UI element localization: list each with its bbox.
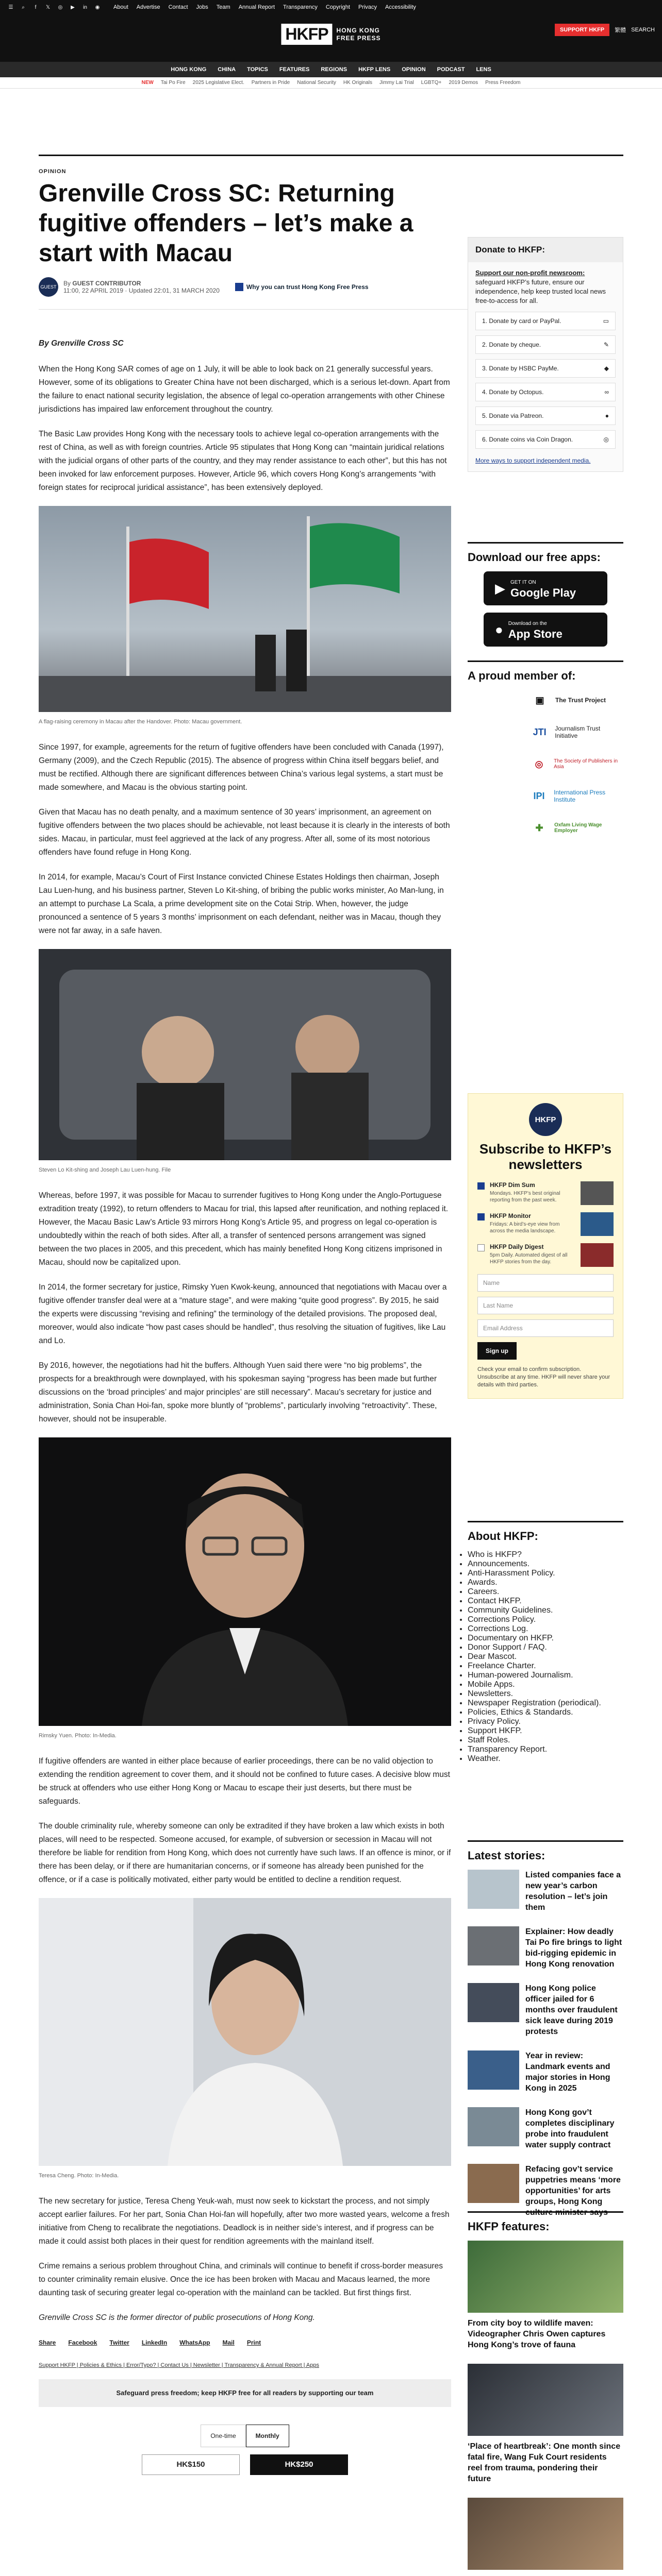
about-link[interactable]: • Awards.: [468, 1578, 623, 1587]
menu-icon[interactable]: ☰: [8, 4, 13, 10]
about-link[interactable]: • Corrections Log.: [468, 1624, 623, 1634]
author-avatar: GUEST: [39, 277, 58, 297]
nav-item[interactable]: HONG KONG: [171, 66, 207, 73]
site-header: [0, 14, 662, 62]
story-title: Explainer: How deadly Tai Po fire brings to light bid-rigging epidemic in Hong Kong renovation: [525, 1927, 622, 1969]
story-title: Refacing gov’t service puppetries means ‘more opportunities’ for arts groups, Hong Kong culture minister says: [525, 2165, 621, 2217]
photo-caption: Steven Lo Kit-shing and Joseph Lau Luen-hung. File: [39, 1167, 171, 1173]
about-title: About HKFP:: [468, 1521, 623, 1543]
about-link[interactable]: • Donor Support / FAQ.: [468, 1643, 623, 1652]
topic-link[interactable]: Press Freedom: [485, 80, 521, 86]
member-name: Oxfam Living Wage Employer: [554, 822, 602, 834]
google-play-text: [510, 577, 576, 600]
photo-rimsky-yuen: [39, 1437, 451, 1726]
donate-option[interactable]: [475, 383, 616, 401]
logo-text: [337, 27, 381, 42]
sopa-icon: ◎: [535, 758, 543, 769]
updated-date: Updated 22:01, 31 MARCH 2020: [128, 287, 220, 294]
nav-item[interactable]: REGIONS: [321, 66, 347, 73]
member-logo[interactable]: [529, 818, 623, 838]
about-link[interactable]: • Mobile Apps.: [468, 1680, 623, 1689]
apps-box: [468, 542, 623, 654]
newsletter-note: Check your email to confirm subscription. Unsubscribe at any time. HKFP will never share your details with third parties.: [477, 1366, 610, 1388]
latest-title: Latest stories:: [468, 1840, 623, 1862]
newsletter-desc: 5pm Daily. Automated digest of all HKFP stories from the day.: [490, 1252, 568, 1265]
photo-caption: Rimsky Yuen. Photo: In-Media.: [39, 1733, 117, 1739]
photo-teresa-cheng: [39, 1898, 451, 2166]
about-link[interactable]: • Privacy Policy.: [468, 1717, 623, 1726]
about-link[interactable]: • Announcements.: [468, 1560, 623, 1569]
story-thumbnail: [468, 1926, 519, 1965]
instagram-icon[interactable]: ◎: [58, 4, 63, 10]
story-thumbnail: [468, 2107, 519, 2146]
ipi-icon: IPI: [533, 790, 545, 801]
donate-option-label: 5. Donate via Patreon.: [482, 412, 544, 419]
byline-text: By GUEST CONTRIBUTOR 11:00, 22 APRIL 2019 · Updated 22:01, 31 MARCH 2020: [63, 280, 220, 294]
paragraph: By 2016, however, the negotiations had hit the buffers. Although Yuen said there were “no big problems”, the prospects for a breakthrough were downplayed, with his spokesman saying “progress has been made but further discussions on the ‘broad principles’ and major principles’ are still necessary”. Macau’s secretary for justice and administration, Sonia Chan Hoi-fan, spoke more bluntly of “problems”, particularly involving “retroactivity”. These, however, should not be insuperable.: [39, 1361, 437, 1423]
photo-flag-ceremony: [39, 506, 451, 712]
donate-intro-link[interactable]: Support our non-profit newsroom:: [475, 269, 585, 277]
story-thumbnail: [468, 2050, 519, 2090]
paragraph: Whereas, before 1997, it was possible for Macau to surrender fugitives to Hong Kong under the Anglo-Portuguese extradition treaty (1992), to return offenders to Macau for trial, this lapsed after reunification, and nothing replaced it. However, the Macau Basic Law’s Article 93 mirrors Hong Kong’s Article 95, and progress on legal co-operation is undoubtedly within the reach of both sides. After all, a transfer of sentenced persons arrangement was signed between the two places in 2005, and this precedent, which has mainly benefited Hong Kong citizens imprisoned in Macau, should now be capitalized upon.: [39, 1191, 449, 1267]
play-icon: ▶: [495, 580, 505, 596]
paragraph: Crime remains a serious problem throughout China, and criminals will continue to benefit if cross-border measures to counter criminality remain elusive. Once the ice has been broken with Macau and Macaus learned, the more daunting task of securing greater legal co-operation with the mainland can be tackled. But first things first.: [39, 2262, 443, 2297]
topbar-link[interactable]: Copyright: [325, 4, 350, 10]
byline: [39, 277, 369, 297]
share-twitter[interactable]: Twitter: [109, 2339, 129, 2346]
patreon-icon: ●: [605, 412, 609, 419]
about-link[interactable]: • Staff Roles.: [468, 1736, 623, 1745]
google-play-big: Google Play: [510, 586, 576, 599]
search-link[interactable]: SEARCH: [631, 27, 655, 33]
photo-lo-lau: [39, 949, 451, 1160]
trust-project-icon: ▣: [535, 694, 544, 705]
story-thumbnail: [468, 2164, 519, 2203]
about-link[interactable]: • Transparency Report.: [468, 1745, 623, 1754]
article-title: Grenville Cross SC: Returning fugitive offenders – let’s make a start with Macau: [39, 180, 413, 267]
checkbox-unchecked[interactable]: [477, 1244, 485, 1251]
tab-one-time[interactable]: One-time: [201, 2425, 245, 2447]
topbar-link[interactable]: Team: [216, 4, 230, 10]
about-link[interactable]: • Community Guidelines.: [468, 1606, 623, 1615]
share-mail[interactable]: Mail: [222, 2339, 235, 2346]
newsletter-box: [468, 1093, 623, 1399]
share-bar: [39, 2336, 451, 2349]
feature-item[interactable]: [468, 2241, 623, 2350]
newsletter-option-text: [490, 1243, 575, 1267]
member-logo[interactable]: [529, 690, 623, 710]
members-title: A proud member of:: [468, 660, 623, 683]
feature-thumbnail: [468, 2498, 623, 2570]
share-whatsapp[interactable]: WhatsApp: [179, 2339, 210, 2346]
portrait-illustration: [39, 1898, 451, 2166]
facebook-icon[interactable]: f: [35, 4, 37, 10]
donation-amounts: [39, 2454, 451, 2475]
article-kicker[interactable]: OPINION: [39, 168, 67, 175]
nav-item[interactable]: CHINA: [218, 66, 236, 73]
story-item[interactable]: [468, 1870, 623, 1913]
newsletter-option[interactable]: [477, 1243, 614, 1267]
utility-bar: [0, 0, 662, 14]
about-link[interactable]: • Contact HKFP.: [468, 1597, 623, 1606]
donate-option[interactable]: [475, 430, 616, 449]
photo-caption: A flag-raising ceremony in Macau after the Handover. Photo: Macau government.: [39, 719, 242, 725]
published-date: 11:00, 22 APRIL 2019: [63, 287, 124, 294]
about-link[interactable]: • Support HKFP.: [468, 1726, 623, 1736]
about-link[interactable]: • Policies, Ethics & Standards.: [468, 1708, 623, 1717]
donation-frequency-tabs: [39, 2425, 451, 2447]
newsletter-thumbnail: [581, 1212, 614, 1236]
features-title: HKFP features:: [468, 2211, 623, 2233]
newsletter-option[interactable]: [477, 1181, 614, 1205]
nav-item[interactable]: PODCAST: [437, 66, 465, 73]
article-body: [39, 326, 451, 2475]
new-label: NEW: [141, 80, 154, 86]
about-link[interactable]: • Newsletters.: [468, 1689, 623, 1699]
author-name[interactable]: GUEST CONTRIBUTOR: [72, 280, 141, 287]
newsletter-title: Subscribe to HKFP’s newsletters: [479, 1141, 612, 1172]
story-item[interactable]: [468, 2164, 623, 2218]
topbar-link[interactable]: Accessibility: [385, 4, 416, 10]
features-box: [468, 2211, 623, 2576]
donate-intro-text: safeguard HKFP’s future, ensure our independence, help keep trusted local news free-to-access for all.: [475, 278, 606, 304]
donate-option-label: 2. Donate by cheque.: [482, 341, 541, 348]
payme-icon: ◆: [604, 365, 609, 372]
share-label: Share: [39, 2339, 56, 2346]
donate-option[interactable]: [475, 359, 616, 378]
about-box: [468, 1521, 623, 1764]
topic-link[interactable]: 2019 Demos: [449, 80, 478, 86]
newsletter-option-text: [490, 1212, 575, 1236]
topbar-link[interactable]: Advertise: [136, 4, 160, 10]
newsletter-name: HKFP Daily Digest: [490, 1243, 544, 1250]
email-field[interactable]: Email Address: [477, 1319, 614, 1337]
tab-monthly[interactable]: Monthly: [246, 2425, 289, 2447]
signup-button[interactable]: Sign up: [477, 1342, 517, 1360]
story-item[interactable]: [468, 1926, 623, 1970]
feature-thumbnail: [468, 2364, 623, 2436]
about-link[interactable]: • Freelance Charter.: [468, 1662, 623, 1671]
paragraph: The new secretary for justice, Teresa Cheng Yeuk-wah, must now seek to kickstart the process, and not simply accept earlier failures. For her part, Sonia Chan Hoi-fan will hopefully, after two more wasted years, welcome a fresh initiative from Cheng to recalibrate the negotiations. Deadlock is in neither side’s interest, and if progress can be made it could assist both places in their quest for rendition agreements with the mainland itself.: [39, 2197, 450, 2246]
paragraph: Since 1997, for example, agreements for the return of fugitive offenders have been concluded with Canada (1997), Germany (2009), and the Czech Republic (2015). The absence of progress within China itself beggars belief, and must be rectified. Although there are significant differences between China’s various legal systems, a start must be made somewhere, and Macau is the obvious starting point.: [39, 743, 444, 792]
member-name: International Press Institute: [554, 789, 606, 803]
google-play-small: GET IT ON: [510, 580, 536, 585]
linkedin-icon[interactable]: in: [83, 4, 87, 10]
about-links: [468, 1550, 623, 1764]
car-passengers-illustration: [39, 949, 451, 1160]
story-title: Year in review: Landmark events and major stories in Hong Kong in 2025: [525, 2052, 610, 2093]
topic-bar: [0, 77, 662, 89]
google-play-badge[interactable]: [484, 571, 607, 605]
topic-link[interactable]: LGBTQ+: [421, 80, 442, 86]
topic-link[interactable]: HK Originals: [343, 80, 372, 86]
author-note: Grenville Cross SC is the former director of public prosecutions of Hong Kong.: [39, 2313, 315, 2322]
story-item[interactable]: [468, 2050, 623, 2094]
nav-item[interactable]: LENS: [476, 66, 491, 73]
portrait-illustration: [39, 1437, 451, 1726]
donate-option-label: 4. Donate by Octopus.: [482, 388, 544, 396]
feature-item[interactable]: [468, 2364, 623, 2484]
about-link[interactable]: • Weather.: [468, 1754, 623, 1764]
checkbox-checked[interactable]: [477, 1213, 485, 1221]
paragraph: When the Hong Kong SAR comes of age on 1 July, it will be able to look back on 21 generally successful years. However, some of its obligations to Greater China have not been discharged, which is a serious let-down. Apart from the failure to enact national security legislation, the absence of legal co-operation arrangements with other Chinese jurisdictions has impaired law enforcement throughout the country.: [39, 365, 450, 414]
photo-caption: Teresa Cheng. Photo: In-Media.: [39, 2173, 119, 2179]
checkbox-checked[interactable]: [477, 1182, 485, 1190]
trust-link[interactable]: [235, 283, 369, 291]
member-logo[interactable]: [529, 786, 623, 806]
nav-item[interactable]: OPINION: [402, 66, 426, 73]
topic-link[interactable]: Jimmy Lai Trial: [379, 80, 414, 86]
newsletter-option-text: [490, 1181, 575, 1205]
nav-item[interactable]: TOPICS: [247, 66, 268, 73]
topic-link[interactable]: National Security: [297, 80, 336, 86]
topbar-link[interactable]: Annual Report: [238, 4, 275, 10]
story-thumbnail: [468, 1983, 519, 2022]
donate-option-label: 6. Donate coins via Coin Dragon.: [482, 436, 573, 443]
nav-item[interactable]: FEATURES: [279, 66, 310, 73]
paragraph: The Basic Law provides Hong Kong with the necessary tools to achieve legal co-operation arrangements with the rest of China, as well as with foreign countries. Article 95 stipulates that Hong Kong can “maintain juridical relations with the judicial organs of other parts of the country, and they may render assistance to each other”, but this has not been invoked for law enforcement purposes. However, Article 96, which covers Hong Kong’s arrangements “with foreign states for reciprocal juridical assistance”, has been extensively deployed.: [39, 430, 447, 492]
about-link[interactable]: • Documentary on HKFP.: [468, 1634, 623, 1643]
coin-icon: ◎: [603, 436, 609, 443]
top-rule: [39, 155, 623, 156]
paragraph: In 2014, the former secretary for justice, Rimsky Yuen Kwok-keung, announced that negotiations with Macau over a fugitive offender transfer deal were at a “mature stage”, and were making “quite good progress”. By 2015, he said the experts were discussing “revising and refining” the terminology of the detailed provisions. The proposed deal, moreover, would also indicate “how past cases should be handled”, thus resolving the situation of fugitives, like Lau and Lo.: [39, 1283, 447, 1345]
member-logo[interactable]: [529, 722, 623, 742]
feature-item[interactable]: [468, 2498, 623, 2576]
about-link[interactable]: • Who is HKFP?: [468, 1550, 623, 1560]
feature-title: ‘Place of heartbreak’: One month since fatal fire, Wang Fuk Court residents reel from trauma, pondering their future: [468, 2442, 621, 2483]
share-print[interactable]: Print: [246, 2339, 261, 2346]
topbar-link[interactable]: Jobs: [196, 4, 208, 10]
topbar-link[interactable]: About: [113, 4, 128, 10]
donate-title: Donate to HKFP:: [468, 238, 623, 262]
x-icon[interactable]: 𝕏: [45, 4, 51, 10]
apps-title: Download our free apps:: [468, 542, 623, 564]
amount-option[interactable]: HK$150: [142, 2454, 240, 2475]
donate-option[interactable]: [475, 312, 616, 330]
paragraph: If fugitive offenders are wanted in either place because of earlier proceedings, there can be no valid objection to extending the rendition agreement to cover them, and it should not be confined to future cases. A decisive blow must be struck at offenders who use either Hong Kong or Macau to escape their just deserts, but there must be safeguards.: [39, 1757, 450, 1806]
about-link[interactable]: • Newspaper Registration (periodical).: [468, 1699, 623, 1708]
members-box: [468, 660, 623, 850]
logo-mark: HKFP: [281, 24, 332, 45]
about-link[interactable]: • Anti-Harassment Policy.: [468, 1569, 623, 1578]
search-icon[interactable]: ⌕: [22, 4, 25, 10]
topic-link[interactable]: Partners in Pride: [251, 80, 290, 86]
language-link[interactable]: 繁體: [615, 27, 626, 33]
last-name-field[interactable]: Last Name: [477, 1297, 614, 1314]
oxfam-icon: ✚: [535, 822, 543, 833]
site-logo[interactable]: [281, 24, 380, 45]
nav-item[interactable]: HKFP LENS: [358, 66, 391, 73]
story-title: Hong Kong police officer jailed for 6 months over fraudulent sick leave during 2019 protests: [525, 1984, 618, 2036]
paragraph: Given that Macau has no death penalty, and a maximum sentence of 30 years’ imprisonment, an agreement on fugitive offenders between the two places should be achievable, not least because it is clearly in the interests of both sides. Macau, in particular, must feel aggrieved at the lack of any progress. After all, some of its most notorious offenders have found refuge in Hong Kong.: [39, 808, 450, 857]
topbar-link[interactable]: Privacy: [358, 4, 377, 10]
support-button[interactable]: SUPPORT HKFP: [555, 24, 609, 36]
newsletter-desc: Fridays: A bird’s-eye view from across the media landscape.: [490, 1222, 560, 1234]
newsletter-name: HKFP Dim Sum: [490, 1181, 535, 1189]
youtube-icon[interactable]: ▶: [71, 4, 75, 10]
newsletter-desc: Mondays. HKFP’s best original reporting from the past week.: [490, 1191, 560, 1203]
main-nav: [0, 62, 662, 77]
member-name: Journalism Trust Initiative: [555, 725, 601, 739]
cheque-icon: ✎: [603, 341, 609, 348]
app-store-small: Download on the: [508, 621, 547, 626]
member-name: The Trust Project: [555, 697, 606, 704]
donate-box: [468, 237, 623, 472]
donate-option[interactable]: [475, 335, 616, 354]
paragraph: The double criminality rule, whereby someone can only be extradited if they have broken a law which exists in both places, will need to be respected. Someone accused, for example, of subversion or secession in Macau will not therefore be liable for rendition from Hong Kong, which does not currently have such laws. If an offence is minor, or if there has been delay, or if there are humanitarian concerns, or if someone has already been punished for the offence, or if a case is politically motivated, either party would be entitled to decline a rendition request.: [39, 1822, 451, 1884]
latest-stories-box: [468, 1840, 623, 2231]
topic-link[interactable]: 2025 Legislative Elect.: [192, 80, 244, 86]
story-item[interactable]: [468, 2107, 623, 2150]
rss-icon[interactable]: ◉: [95, 4, 100, 10]
first-name-field[interactable]: Name: [477, 1274, 614, 1292]
flag-ceremony-illustration: [39, 506, 451, 712]
apple-icon: ●: [495, 621, 503, 637]
app-store-text: [508, 618, 562, 641]
share-facebook[interactable]: Facebook: [68, 2339, 97, 2346]
amount-option-selected[interactable]: HK$250: [250, 2454, 348, 2475]
app-store-big: App Store: [508, 628, 562, 640]
newsletter-option[interactable]: [477, 1212, 614, 1236]
trust-icon: [235, 283, 243, 291]
member-logo[interactable]: [529, 754, 623, 774]
header-actions: [555, 24, 655, 36]
topbar-link[interactable]: Transparency: [283, 4, 318, 10]
story-thumbnail: [468, 1870, 519, 1909]
donate-intro: [468, 262, 623, 312]
donate-option-label: 1. Donate by card or PayPal.: [482, 317, 561, 325]
octopus-icon: ∞: [604, 388, 609, 396]
app-store-badge[interactable]: [484, 613, 607, 647]
support-strip[interactable]: Safeguard press freedom; keep HKFP free for all readers by supporting our team: [39, 2379, 451, 2407]
story-title: Hong Kong gov’t completes disciplinary probe into fraudulent water supply contract: [525, 2108, 615, 2149]
donate-more-link[interactable]: More ways to support independent media.: [475, 457, 591, 464]
donate-option-label: 3. Donate by HSBC PayMe.: [482, 365, 559, 372]
logo-line-2: FREE PRESS: [336, 34, 381, 42]
newsletter-name: HKFP Monitor: [490, 1212, 531, 1219]
article-footer-links[interactable]: Support HKFP | Policies & Ethics | Error/Typo? | Contact Us | Newsletter | Transparency & Annual Report | Apps: [39, 2362, 319, 2368]
newsletter-thumbnail: [581, 1181, 614, 1205]
topbar-link[interactable]: Contact: [168, 4, 188, 10]
newsletter-thumbnail: [581, 1243, 614, 1267]
story-item[interactable]: [468, 1983, 623, 2037]
story-title: Listed companies face a new year’s carbon resolution – let’s join them: [525, 1871, 621, 1912]
article-author-line: By Grenville Cross SC: [39, 339, 124, 348]
about-link[interactable]: • Dear Mascot.: [468, 1652, 623, 1662]
logo-line-1: HONG KONG: [336, 26, 380, 34]
topic-link[interactable]: Tai Po Fire: [160, 80, 186, 86]
member-name: The Society of Publishers in Asia: [554, 758, 618, 770]
about-link[interactable]: • Human-powered Journalism.: [468, 1671, 623, 1680]
feature-thumbnail: [468, 2241, 623, 2313]
about-link[interactable]: • Careers.: [468, 1587, 623, 1597]
share-linkedin[interactable]: LinkedIn: [141, 2339, 168, 2346]
trust-label: Why you can trust Hong Kong Free Press: [246, 283, 369, 291]
card-icon: ▭: [603, 317, 609, 325]
newsletter-logo: HKFP: [529, 1103, 562, 1136]
feature-title: From city boy to wildlife maven: Videographer Chris Owen captures Hong Kong’s trove of fauna: [468, 2319, 606, 2349]
paragraph: In 2014, for example, Macau’s Court of First Instance convicted Chinese Estates Holdings then chairman, Joseph Lau Luen-hung, and his business partner, Steven Lo Kit-shing, of bribing the public works minister, Ao Man-lung, in an attempt to purchase La Scala, a prime development site on the Cotai Strip. When, however, the judge pronounced a sentence of 5 years 3 months’ imprisonment on each defendant, neither was in Macau, though they were not far away, in a safe haven.: [39, 873, 444, 935]
byline-prefix: By: [63, 280, 71, 287]
jti-icon: JTI: [533, 726, 547, 737]
about-link[interactable]: • Corrections Policy.: [468, 1615, 623, 1624]
donate-option[interactable]: [475, 406, 616, 425]
